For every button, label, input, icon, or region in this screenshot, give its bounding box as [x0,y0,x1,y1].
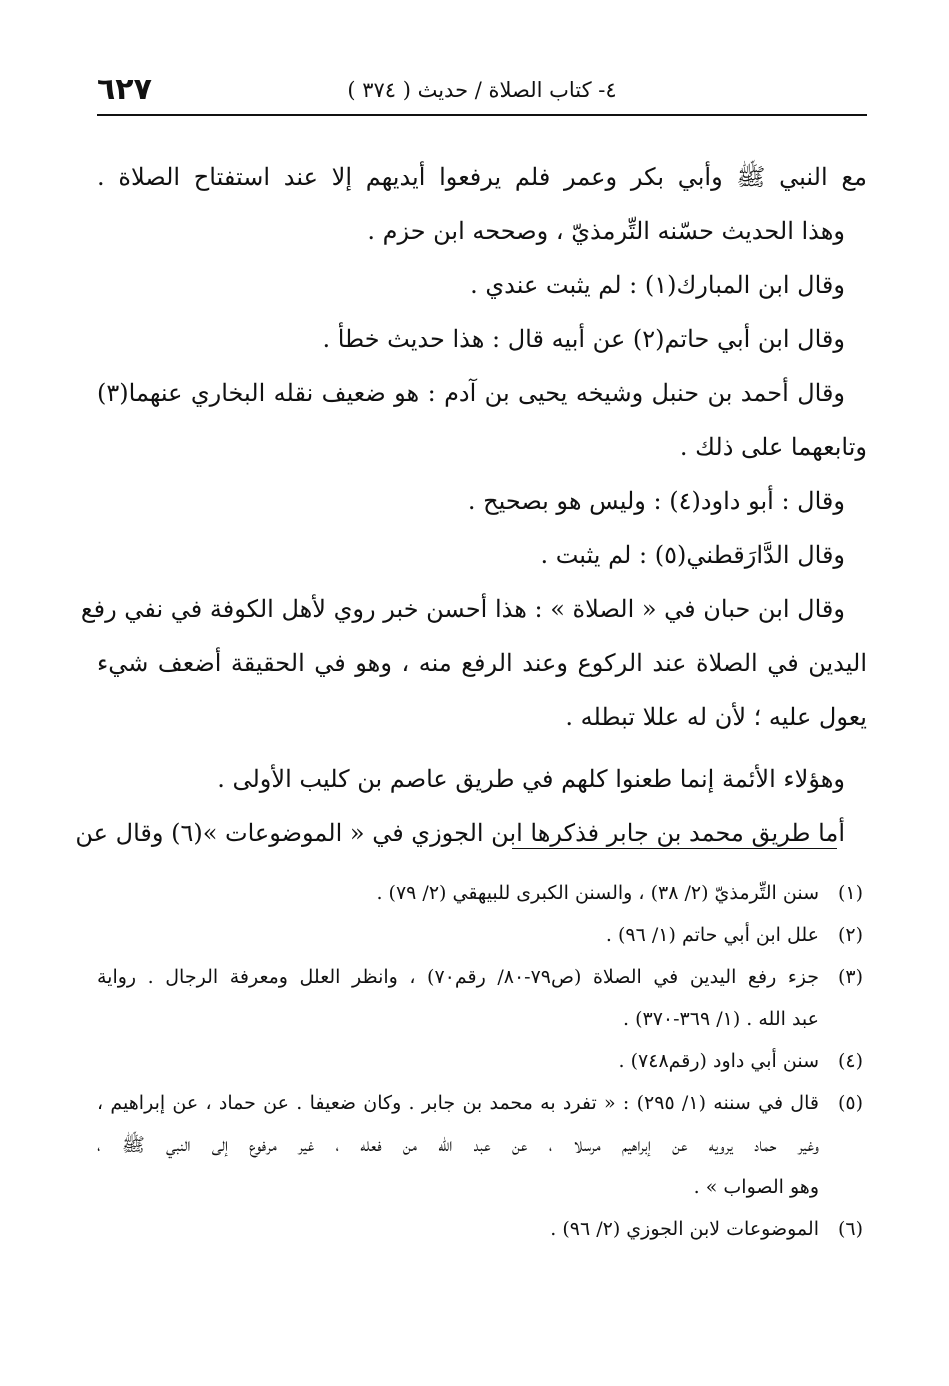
footnote-5 [97,1082,867,1208]
footnote-3 [97,956,867,1040]
footnote-text: وهو الصواب » . [693,1176,819,1198]
page-number: ٦٢٧ [97,72,152,107]
footnote-number: (٢) [837,924,863,946]
text-line: مع النبي ﷺ وأبي بكر وعمر فلم يرفعوا أيديهم إلا عند استفتاح الصلاة . [97,163,867,191]
footnote-number: (٦) [837,1218,863,1240]
running-head-title: ٤- كتاب الصلاة / حديث ( ٣٧٤ ) [347,78,617,102]
text-line: وقال ابن حبان في « الصلاة » : هذا أحسن خبر روي لأهل الكوفة في نفي رفع [80,595,845,623]
footnote-number: (٥) [837,1092,863,1114]
footnote-separator [512,848,837,849]
text-line: وهذا الحديث حسّنه التِّرمذيّ ، وصححه ابن حزم . [367,217,845,245]
footnote-text: الموضوعات لابن الجوزي (٢/ ٩٦) . [550,1218,819,1240]
text-line: وقال : أبو داود(٤) : وليس هو بصحيح . [467,487,845,515]
main-text [75,150,867,860]
footnote-6 [97,1208,867,1250]
text-line: أما طريق محمد بن جابر فذكرها ابن الجوزي في « الموضوعات »(٦) وقال عن [75,819,845,847]
text-line: وقال الدَّارَقطني(٥) : لم يثبت . [540,541,845,569]
footnotes [97,872,867,1250]
text-line: وهؤلاء الأئمة إنما طعنوا كلهم في طريق عاصم بن كليب الأولى . [217,765,845,793]
footnote-number: (١) [837,882,863,904]
footnote-number: (٣) [837,966,863,988]
text-line: وقال أحمد بن حنبل وشيخه يحيى بن آدم : هو ضعيف نقله البخاري عنهما(٣) [97,379,845,407]
text-line: وقال ابن المبارك(١) : لم يثبت عندي . [470,271,845,299]
footnote-text: قال في سننه (١/ ٢٩٥) : « تفرد به محمد بن جابر . وكان ضعيفا . عن حماد ، عن إبراهيم ، [97,1092,819,1114]
footnote-text: سنن التِّرمذيّ (٢/ ٣٨) ، والسنن الكبرى للبيهقي (٢/ ٧٩) . [376,882,819,904]
text-line: يعول عليه ؛ لأن له عللا تبطله . [565,703,867,731]
footnote-2 [97,914,867,956]
text-line: وتابعهما على ذلك . [679,433,867,461]
footnote-text: علل ابن أبي حاتم (١/ ٩٦) . [605,924,819,946]
text-line: وقال ابن أبي حاتم(٢) عن أبيه قال : هذا حديث خطأ . [322,325,845,353]
text-line: اليدين في الصلاة عند الركوع وعند الرفع منه ، وهو في الحقيقة أضعف شيء [97,649,867,677]
footnote-4 [97,1040,867,1082]
footnote-text: جزء رفع اليدين في الصلاة (ص٧٩-٨٠/ رقم٧٠) ، وانظر العلل ومعرفة الرجال . رواية [97,966,819,988]
footnote-text: عبد الله . (١/ ٣٦٩-٣٧٠) . [622,1008,819,1030]
footnote-number: (٤) [837,1050,863,1072]
running-header [97,70,867,116]
footnote-text: وغير حماد يرويه عن إبراهيم مرسلا ، عن عبد الله من فعله ، غير مرفوع إلى النبي ﷺ ، [97,1134,819,1156]
footnote-1 [97,872,867,914]
footnote-text: سنن أبي داود (رقم٧٤٨) . [618,1050,819,1072]
